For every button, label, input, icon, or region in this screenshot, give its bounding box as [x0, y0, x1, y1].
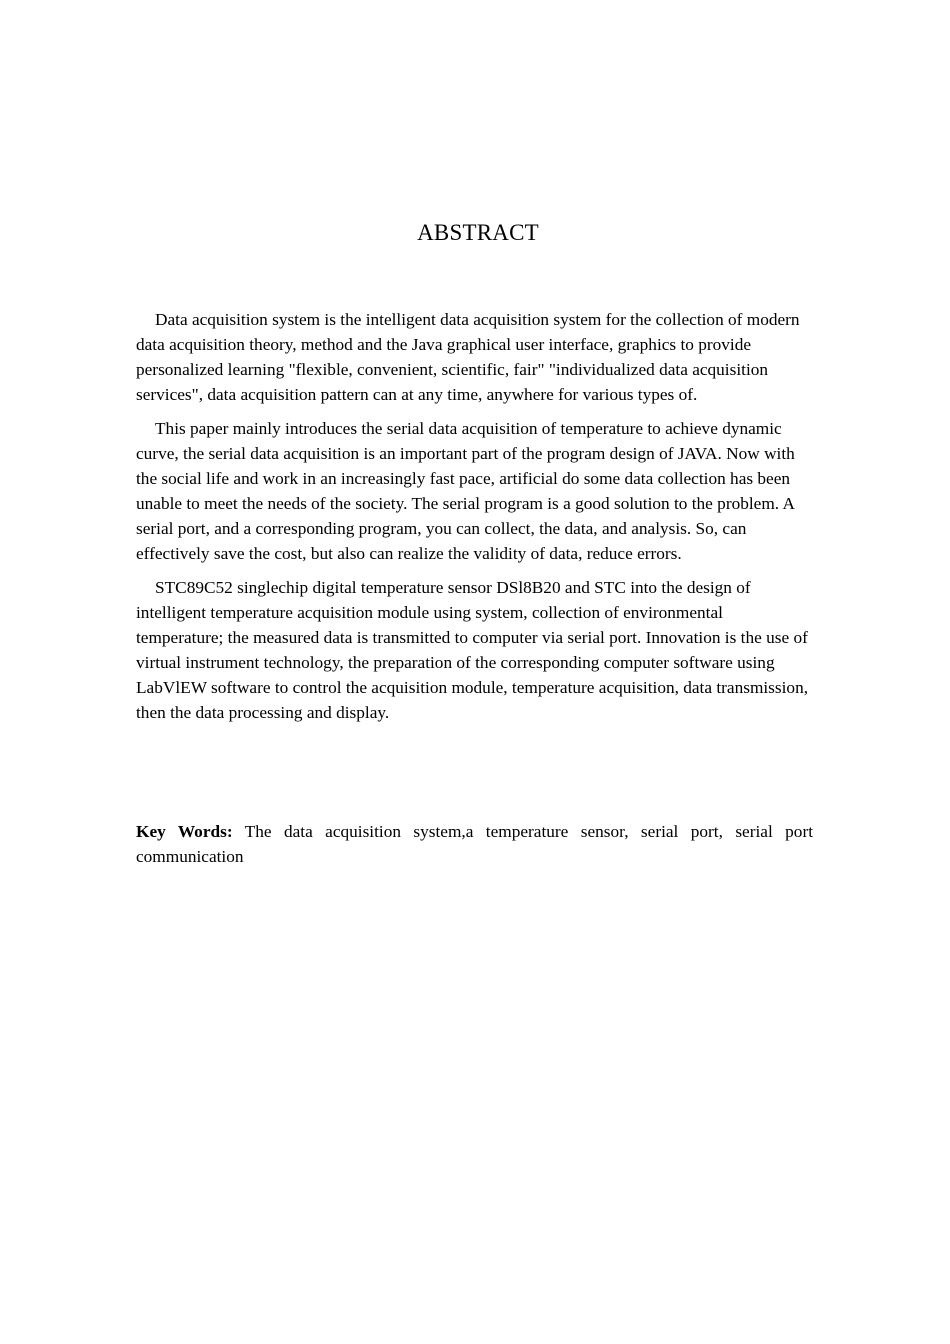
abstract-paragraph-1: Data acquisition system is the intelligent data acquisition system for the collection of modern data acquisition theory, method and the Java graphical user interface, graphics to provide personalized learning "flexible, convenient, scientific, fair" "individualized data acquisition services", data acquisition pattern can at any time, anywhere for various types of. [136, 310, 800, 404]
keywords-label: Key Words: [136, 822, 233, 841]
keywords-section [136, 819, 813, 869]
keywords-text: The data acquisition system,a temperature sensor, serial port, serial port communication [136, 822, 813, 866]
abstract-body [136, 307, 814, 734]
abstract-paragraph-2: This paper mainly introduces the serial data acquisition of temperature to achieve dynamic curve, the serial data acquisition is an important part of the program design of JAVA. Now with the social life and work in an increasingly fast pace, artificial do some data collection has been unable to meet the needs of the society. The serial program is a good solution to the problem. A serial port, and a corresponding program, you can collect, the data, and analysis. So, can effectively save the cost, but also can realize the validity of data, reduce errors. [136, 419, 795, 563]
abstract-paragraph-3: STC89C52 singlechip digital temperature sensor DSl8B20 and STC into the design of intelligent temperature acquisition module using system, collection of environmental temperature; the measured data is transmitted to computer via serial port. Innovation is the use of virtual instrument technology, the preparation of the corresponding computer software using LabVlEW software to control the acquisition module, temperature acquisition, data transmission, then the data processing and display. [136, 578, 809, 722]
page-title: ABSTRACT [417, 220, 539, 245]
